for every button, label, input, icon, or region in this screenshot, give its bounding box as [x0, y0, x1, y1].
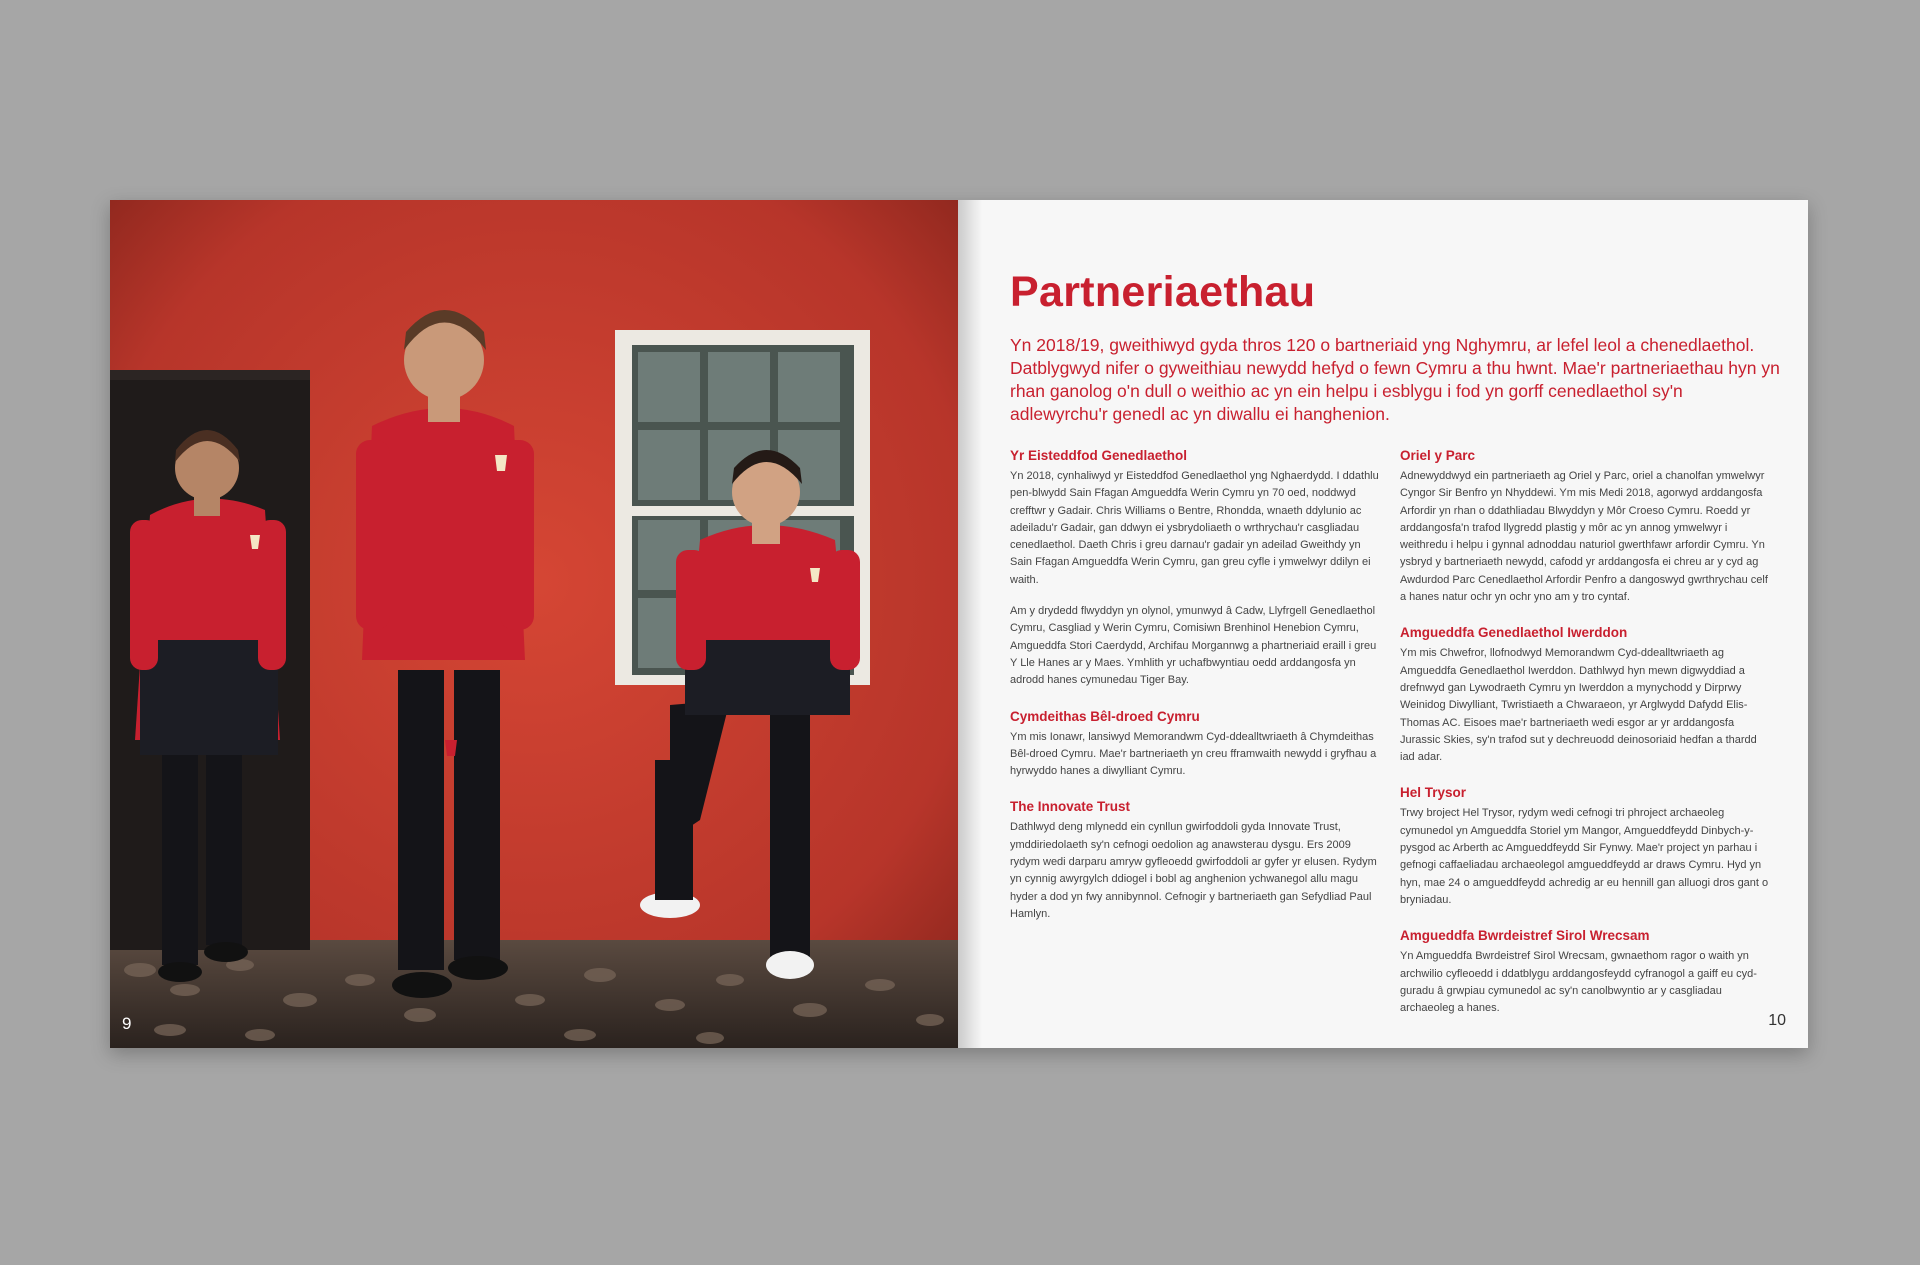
- column-right: [1400, 448, 1770, 1036]
- section-body: Am y drydedd flwyddyn yn olynol, ymunwyd â Cadw, Llyfrgell Genedlaethol Cymru, Casgliad y Werin Cymru, Comisiwn Brenhinol Henebion Cymru, Amgueddfa Stori Caerdydd, Archifau Morgannwg a phartneriaid eraill i greu Y Lle Hanes ar y Maes. Ymhlith yr uchafbwyntiau oedd arddangosfa yn adrodd hanes cymunedau Tiger Bay.: [1010, 605, 1377, 687]
- right-page: [958, 200, 1808, 1048]
- section-body: Yn 2018, cynhaliwyd yr Eisteddfod Genedlaethol yng Nghaerdydd. I ddathlu pen-blwydd Sain Ffagan Amgueddfa Werin Cymru yn 70 oed, noddwyd crefftwr y Gadair. Chris Williams o Bentre, Rhondda, wnaeth ddylunio ac adeiladu'r Gadair, gan ddwyn ei ysbrydoliaeth o wrthrychau'r casgliadau cenedlaethol. Daeth Chris i greu darnau'r gadair yn adeilad Gweithdy yn Sain Ffagan Amgueddfa Werin Cymru, gan greu cyfle i ymwelwyr ddilyn ei waith.: [1010, 470, 1379, 586]
- section-heading: Amgueddfa Genedlaethol Iwerddon: [1400, 625, 1628, 641]
- section-heading: Cymdeithas Bêl-droed Cymru: [1010, 708, 1200, 724]
- spine-shadow: [958, 200, 982, 1048]
- section-wrecsam: [1400, 928, 1770, 1017]
- section-heading: Hel Trysor: [1400, 785, 1467, 801]
- section-heading: The Innovate Trust: [1010, 799, 1131, 815]
- column-left: [1010, 448, 1380, 942]
- section-eisteddfod: [1010, 448, 1380, 690]
- section-heading: Oriel y Parc: [1400, 448, 1476, 463]
- intro-paragraph: Yn 2018/19, gweithiwyd gyda thros 120 o bartneriaid yng Nghymru, ar lefel leol a chenedlaethol. Datblygwyd nifer o gyweithiau newydd hefyd o fewn Cymru a thu hwnt. Mae'r partneriaethau hyn yn rhan ganolog o'n dull o weithio ac yn ein helpu i esblygu i fod yn gorff cenedlaethol sy'n adlewyrchu'r genedl ac yn diwallu ei hanghenion.: [1010, 335, 1780, 424]
- section-heading: Yr Eisteddfod Genedlaethol: [1010, 448, 1188, 463]
- page-number-right: 10: [1768, 1012, 1786, 1029]
- section-body: Adnewyddwyd ein partneriaeth ag Oriel y Parc, oriel a chanolfan ymwelwyr Cyngor Sir Benfro yn Nhyddewi. Ym mis Medi 2018, agorwyd arddangosfa Arfordir yn rhan o ddathliadau Blwyddyn y Môr Croeso Cymru. Roedd yr arddangosfa'n trafod llygredd plastig y môr ac yn annog ymwelwyr i weithredu i helpu i gynnal adnoddau naturiol gwerthfawr arfordir Cymru. Yn ysbryd y bartneriaeth newydd, cafodd yr arddangosfa ei chreu ar y cyd ag Awdurdod Parc Cenedlaethol Arfordir Penfro a dangoswyd gwrthrychau celf a hanes natur ochr yn ochr yno am y tro cyntaf.: [1400, 470, 1768, 604]
- section-body: Dathlwyd deng mlynedd ein cynllun gwirfoddoli gyda Innovate Trust, ymddiriedolaeth sy'n cefnogi oedolion ag anawsterau dysgu. Ers 2009 rydym wedi darparu amryw gyfleoedd gwirfoddoli ar gyfer yr elusen. Rydym yn cynnig awyrgylch ddiogel i bobl ag anghenion ychwanegol allu magu hyder a dod yn fwy annibynnol. Cefnogir y bartneriaeth gan Sefydliad Paul Hamlyn.: [1010, 821, 1377, 920]
- section-cymdeithas: [1010, 709, 1380, 781]
- section-oriel-y-parc: [1400, 448, 1770, 606]
- page-number-left: 9: [122, 1014, 132, 1033]
- page-title: Partneriaethau: [1010, 268, 1316, 316]
- section-body: Ym mis Ionawr, lansiwyd Memorandwm Cyd-ddealltwriaeth â Chymdeithas Bêl-droed Cymru. Mae'r bartneriaeth yn creu fframwaith newydd i gryfhau a hyrwyddo hanes a diwylliant Cymru.: [1010, 730, 1377, 778]
- section-heading: Amgueddfa Bwrdeistref Sirol Wrecsam: [1400, 928, 1650, 944]
- section-body: Ym mis Chwefror, llofnodwyd Memorandwm Cyd-ddealltwriaeth ag Amgueddfa Genedlaethol Iwerddon. Dathlwyd hyn mewn digwyddiad a drefnwyd gan Lywodraeth Cymru yn Iwerddon a mynychodd y Dirprwy Weinidog Diwylliant, Twristiaeth a Chwaraeon, yr Arglwydd Dafydd Elis-Thomas AC. Eisoes mae'r bartneriaeth wedi esgor ar yr arddangosfa Jurassic Skies, sy'n trafod sut y dechreuodd deinosoriaid hedfan a thardd iad adar.: [1400, 647, 1757, 764]
- section-hel-trysor: [1400, 785, 1770, 909]
- section-body: Trwy broject Hel Trysor, rydym wedi cefnogi tri phroject archaeoleg cymunedol yn Amgueddfa Storiel ym Mangor, Amgueddfeydd Dinbych-y-pysgod ac Arberth ac Amgueddfeydd Sir Fynwy. Mae'r project yn parhau i gefnogi caffaeliadau archaeolegol amgueddfeydd ar draws Cymru. Hyd yn hyn, mae 24 o amgueddfeydd achredig ar eu hennill gan alluogi dros gant o bryniadau.: [1400, 807, 1769, 906]
- left-page-photo: [110, 200, 958, 1048]
- section-iwerddon: [1400, 625, 1770, 766]
- section-innovate-trust: [1010, 799, 1380, 923]
- section-body: Yn Amgueddfa Bwrdeistref Sirol Wrecsam, gwnaethom ragor o waith yn archwilio cyfleoedd i ddatblygu arddangosfeydd cyfranogol a gaiff eu cyd-guradu â grwpiau cymunedol ac sy'n canolbwyntio ar y casgliadau archaeoleg a hanes.: [1400, 950, 1757, 1015]
- team-photo: [110, 200, 958, 1048]
- brochure-spread: [110, 200, 1808, 1048]
